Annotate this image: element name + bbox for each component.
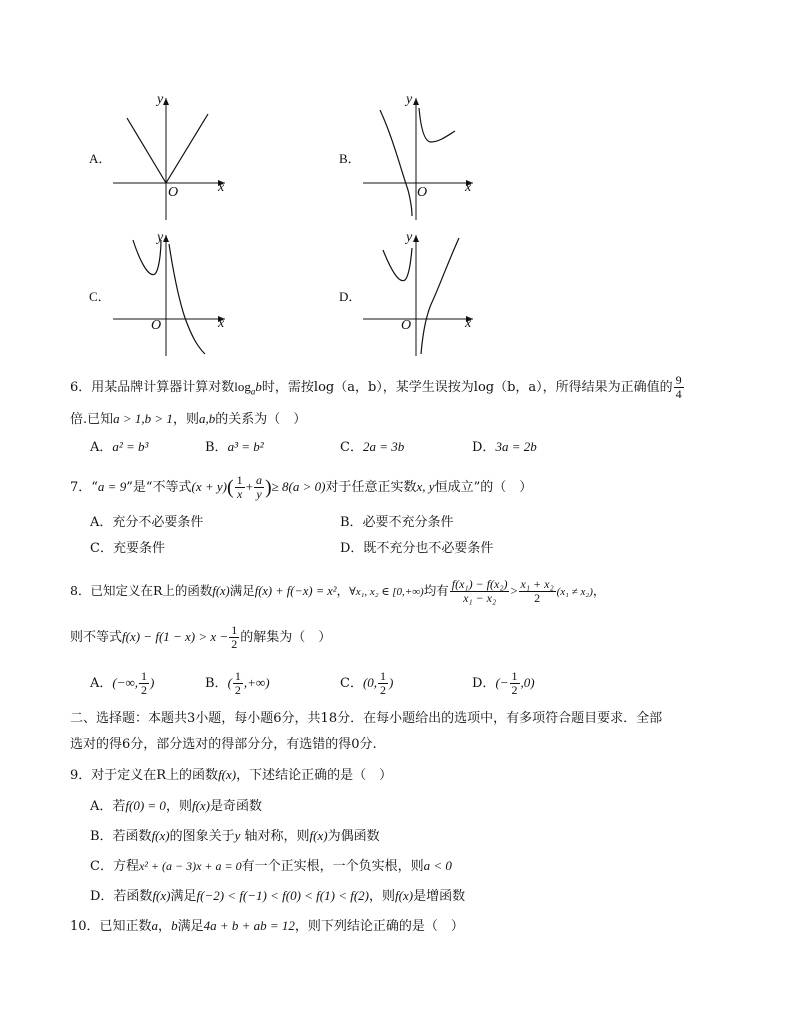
graph-d-option: D．: [339, 289, 362, 304]
q7-stem: 7．“a = 9”是“不等式(x + y)( $\frac{1}{x}$ + $\frac{a}{y}$ )≥ 8(a > 0)对于任意正实数x, y恒成立”的（ ）: [70, 473, 533, 501]
graph-a-origin-label: O: [168, 185, 179, 200]
q8-option-d[interactable]: D．(− $\frac{1}{2}$ ,0): [472, 669, 535, 697]
graph-b-origin-label: O: [417, 185, 428, 200]
q8-option-a[interactable]: A．(−∞, $\frac{1}{2}$ ): [90, 669, 155, 697]
graph-d-x-label: x: [465, 316, 472, 331]
graph-c-plot: [85, 230, 245, 360]
graph-a-y-label: y: [157, 92, 164, 107]
q6-stem: 6．用某品牌计算器计算对数$\log_ab$时，需按log（a，b），某学生误按为log（b，a），所得结果为正确值的 $\frac{9}{4}$: [70, 373, 682, 401]
graph-b-y-label: y: [406, 92, 413, 107]
graph-d-plot: [335, 230, 495, 360]
q8-stem: 8．已知定义在R上的函数f(x)满足f(x) + f(−x) = x²，∀x₁, x₂ ∈ [0,+∞)均有 $\frac{\text{f(x₁) − f(x₂)}}{\text{x₁ − x₂}}$ > $\frac{\text{x₁ + x₂}}{2}$ (x₁ ≠ x₂)，: [70, 577, 606, 605]
q9-option-a[interactable]: A．若f(0) = 0，则f(x)是奇函数: [90, 798, 263, 814]
graph-d: [335, 230, 495, 360]
q6-stem-line2: 倍.已知a > 1,b > 1，则a,b的关系为（ ）: [70, 411, 307, 427]
graph-b-x-label: x: [465, 180, 472, 195]
graph-c-y-label: y: [157, 230, 164, 245]
graph-b-option: B．: [339, 151, 361, 166]
q9-option-d[interactable]: D．若函数f(x)满足f(−2) < f(−1) < f(0) < f(1) < f(2)，则f(x)是增函数: [90, 888, 466, 904]
graph-b-plot: [335, 90, 495, 230]
graph-a-option: A．: [89, 151, 112, 166]
graph-c-origin-label: O: [151, 318, 162, 333]
section2-header: 二、选择题：本题共3小题，每小题6分，共18分．在每小题给出的选项中，有多项符合题目要求．全部: [70, 711, 663, 726]
graph-d-y-label: y: [406, 230, 413, 245]
q8-option-b[interactable]: B．( $\frac{1}{2}$ ,+∞): [205, 669, 270, 697]
q6-option-b[interactable]: B．a³ = b²: [205, 439, 264, 455]
q7-option-a[interactable]: A．充分不必要条件: [90, 515, 204, 530]
q6-option-a[interactable]: A．a² = b³: [90, 439, 149, 455]
q7-option-d[interactable]: D．既不充分也不必要条件: [340, 541, 494, 556]
q8-option-c[interactable]: C．(0, $\frac{1}{2}$ ): [340, 669, 394, 697]
q6-fraction: $\frac{9}{4}$: [675, 373, 682, 401]
graph-c: [85, 230, 245, 360]
section2-header-line2: 选对的得6分，部分选对的得部分分，有选错的得0分.: [70, 737, 377, 752]
graph-a-x-label: x: [218, 180, 225, 195]
q9-option-b[interactable]: B．若函数f(x)的图象关于y 轴对称，则f(x)为偶函数: [90, 828, 380, 844]
q6-option-c[interactable]: C．2a = 3b: [340, 439, 405, 455]
graph-b: [335, 90, 495, 230]
q9-stem: 9．对于定义在R上的函数f(x)，下述结论正确的是（ ）: [70, 767, 393, 783]
graph-d-origin-label: O: [401, 318, 412, 333]
graph-c-x-label: x: [218, 316, 225, 331]
graph-a: [85, 90, 245, 230]
q10-stem: 10．已知正数a，b满足4a + b + ab = 12，则下列结论正确的是（ ）: [70, 918, 464, 934]
graph-a-plot: [85, 90, 245, 230]
graph-c-option: C．: [89, 289, 111, 304]
q8-stem-line2: 则不等式f(x) − f(1 − x) > x − $\frac{1}{2}$ 的解集为（ ）: [70, 623, 332, 651]
q9-option-c[interactable]: C．方程x² + (a − 3)x + a = 0有一个正实根，一个负实根，则a < 0: [90, 858, 452, 874]
q7-option-c[interactable]: C．充要条件: [90, 541, 165, 556]
q7-option-b[interactable]: B．必要不充分条件: [340, 515, 454, 530]
q6-option-d[interactable]: D．3a = 2b: [472, 439, 537, 455]
